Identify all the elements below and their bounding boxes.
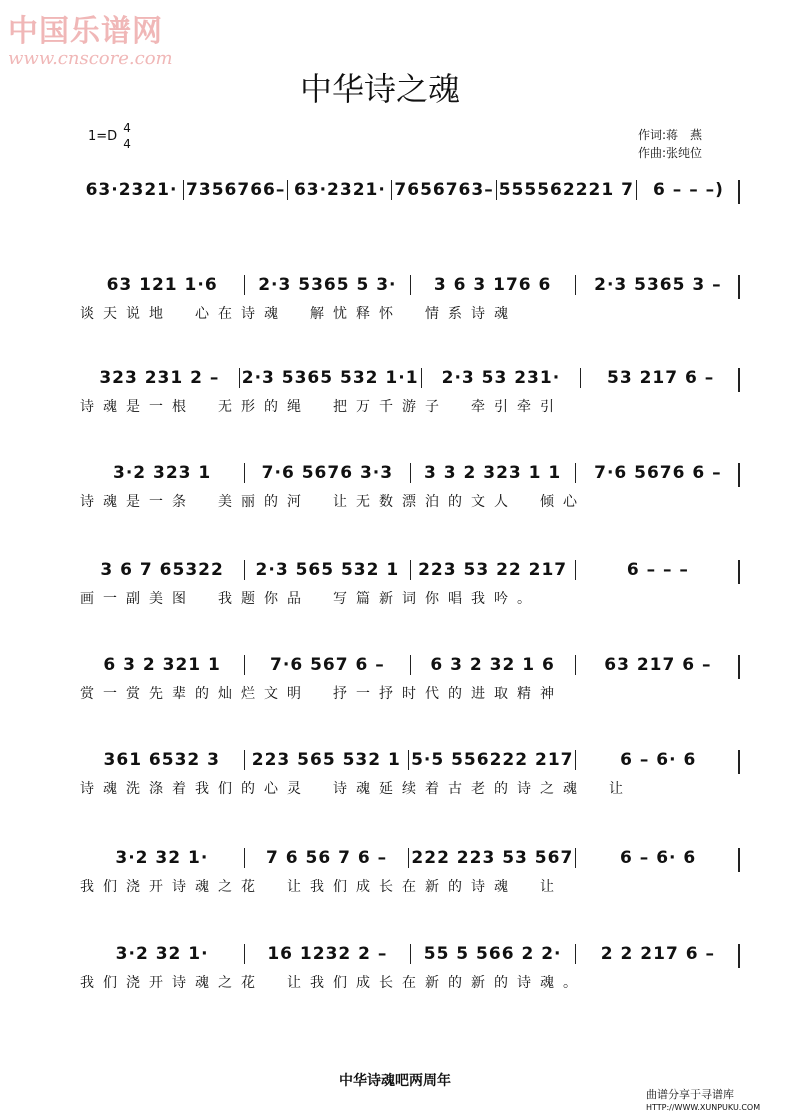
source-credit [646, 1088, 760, 1114]
lyrics-row: 我们浇开诗魂之花 让我们成长在新的诗魂 让 [80, 879, 563, 895]
notes-row [80, 655, 740, 675]
time-top: 4 [123, 121, 131, 135]
end-barline [738, 944, 740, 968]
measure: 63·2321· [85, 180, 178, 200]
end-barline [738, 463, 740, 487]
measure: 223 565 532 1 [244, 750, 409, 770]
score-system [80, 848, 740, 895]
time-signature [123, 120, 131, 152]
measure: 63 217 6 – [575, 655, 740, 675]
lyrics-row: 画一副美图 我题你品 写篇新词你唱我吟。 [80, 591, 540, 607]
measure: 3·2 32 1· [115, 944, 209, 964]
measure: 2·3 53 231· [421, 368, 581, 388]
lyricist: 作词:蒋 燕 [638, 128, 703, 142]
measure: 7356766– [183, 180, 287, 200]
composer: 作曲:张纯位 [638, 146, 703, 160]
measure: 3 3 2 323 1 1 [410, 463, 575, 483]
watermark [8, 6, 208, 69]
measure: 3 6 7 65322 [100, 560, 224, 580]
measure: 2 2 217 6 – [575, 944, 740, 964]
watermark-url: www.cnscore.com [8, 48, 173, 69]
notes-row [80, 368, 740, 388]
end-barline [738, 655, 740, 679]
measure: 222 223 53 567 [408, 848, 575, 868]
score-system [80, 750, 740, 797]
score-system [80, 560, 740, 607]
lyrics-row: 诗魂是一条 美丽的河 让无数漂泊的文人 倾心 [80, 494, 586, 510]
measure: 7·6 567 6 – [244, 655, 409, 675]
notes-row [80, 848, 740, 868]
measure: 5·5 556222 217 [408, 750, 575, 770]
lyrics-row: 诗魂洗涤着我们的心灵 诗魂延续着古老的诗之魂 让 [80, 781, 632, 797]
measure: 55 5 566 2 2· [410, 944, 575, 964]
measure: 7·6 5676 6 – [575, 463, 740, 483]
notes-row [80, 944, 740, 964]
notes-row [80, 275, 740, 295]
credits [638, 126, 702, 162]
notes-row [80, 750, 740, 770]
measure: 2·3 565 532 1 [244, 560, 409, 580]
notes-row [80, 180, 740, 200]
measure: 6 3 2 32 1 6 [410, 655, 575, 675]
measure: 53 217 6 – [580, 368, 740, 388]
measure: 3·2 323 1 [112, 463, 212, 483]
measure: 323 231 2 – [99, 368, 220, 388]
key-signature [88, 120, 131, 152]
notes-row [80, 560, 740, 580]
score-system [80, 180, 740, 220]
source-url: HTTP://WWW.XUNPUKU.COM [646, 1103, 761, 1112]
score-system [80, 463, 740, 510]
measure: 2·3 5365 3 – [575, 275, 740, 295]
end-barline [738, 368, 740, 392]
measure: 6 – – –) [636, 180, 740, 200]
key-label: 1=D [88, 128, 118, 144]
measure: 63 121 1·6 [106, 275, 218, 295]
measure: 3·2 32 1· [115, 848, 209, 868]
watermark-title: 中国乐谱网 [8, 14, 163, 49]
song-title: 中华诗之魂 [299, 70, 460, 108]
lyrics-row: 赏一赏先辈的灿烂文明 抒一抒时代的进取精神 [80, 686, 563, 702]
source-line1: 曲谱分享于寻谱库 [646, 1088, 734, 1101]
measure: 7·6 5676 3·3 [244, 463, 409, 483]
measure: 7656763– [391, 180, 495, 200]
end-barline [738, 180, 740, 204]
end-barline [738, 750, 740, 774]
measure: 6 – 6· 6 [575, 848, 740, 868]
notes-row [80, 463, 740, 483]
lyrics-row: 我们浇开诗魂之花 让我们成长在新的新的诗魂。 [80, 975, 586, 991]
measure: 223 53 22 217 [410, 560, 575, 580]
measure: 2·3 5365 5 3· [244, 275, 409, 295]
measure: 63·2321· [287, 180, 391, 200]
measure: 6 – – – [575, 560, 740, 580]
measure: 16 1232 2 – [244, 944, 409, 964]
end-barline [738, 560, 740, 584]
end-barline [738, 275, 740, 299]
measure: 555562221 7 [496, 180, 636, 200]
measure: 6 3 2 321 1 [103, 655, 221, 675]
time-bottom: 4 [123, 137, 131, 151]
measure: 361 6532 3 [103, 750, 220, 770]
lyrics-row: 谈天说地 心在诗魂 解忧释怀 情系诗魂 [80, 306, 517, 322]
measure: 3 6 3 176 6 [410, 275, 575, 295]
measure: 6 – 6· 6 [575, 750, 740, 770]
score-system [80, 944, 740, 991]
score-system [80, 275, 740, 322]
score-system [80, 655, 740, 702]
score-system [80, 368, 740, 415]
lyrics-row: 诗魂是一根 无形的绳 把万千游子 牵引牵引 [80, 399, 563, 415]
measure: 2·3 5365 532 1·1 [239, 368, 421, 388]
measure: 7 6 56 7 6 – [244, 848, 409, 868]
end-barline [738, 848, 740, 872]
footer-caption: 中华诗魂吧两周年 [339, 1073, 451, 1089]
